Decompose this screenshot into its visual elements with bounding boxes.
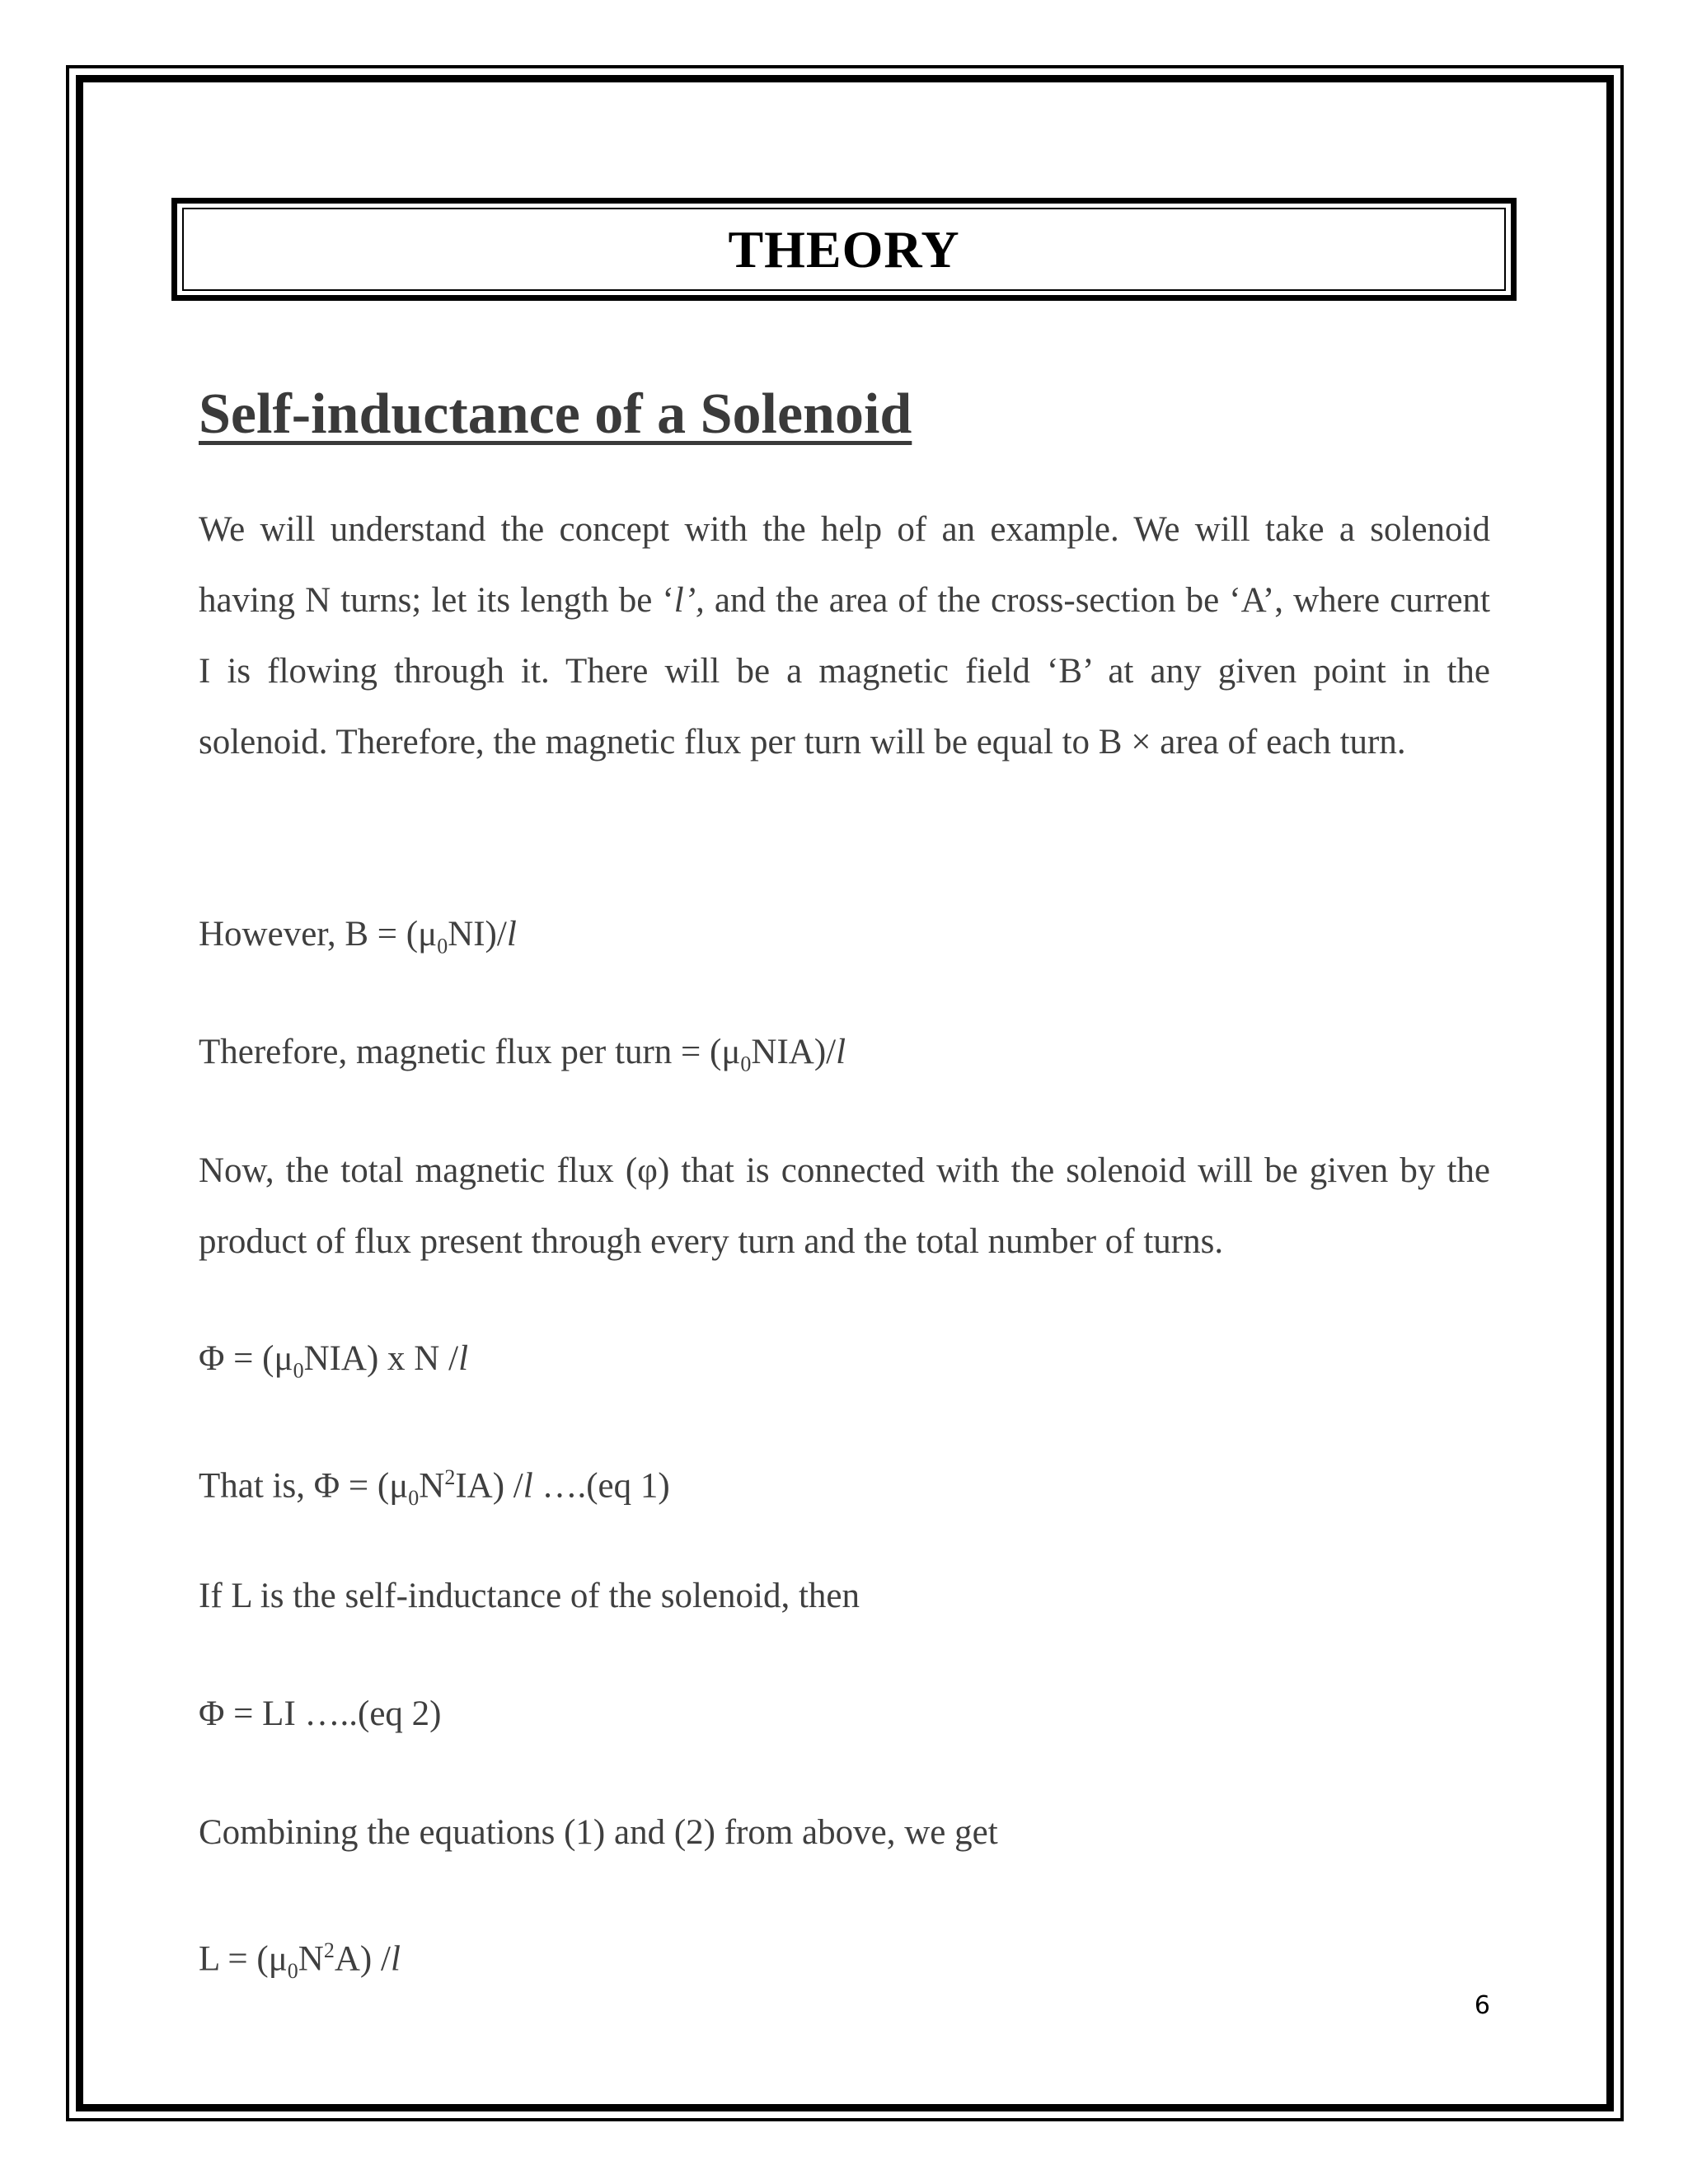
intro-text-1: We will understand the concept with the help of an example. We will take a solenoid having N turns; let its length be ‘: [199, 510, 1490, 620]
eq-l-suffix: A) /: [334, 1939, 391, 1979]
equation-phi: [199, 1337, 468, 1394]
eq-l-sub: 0: [287, 1958, 298, 1983]
eq-l-mid: N: [298, 1939, 324, 1979]
title-box: [182, 208, 1506, 291]
total-flux-paragraph: Now, the total magnetic flux (φ) that is connected with the solenoid will be given by the product of flux present through every turn and the total number of turns.: [199, 1151, 1490, 1261]
self-inductance-text: If L is the self-inductance of the solenoid, then: [199, 1577, 860, 1615]
combining-text: Combining the equations (1) and (2) from above, we get: [199, 1813, 998, 1852]
eq1-sub: 0: [408, 1485, 420, 1510]
eq1-mid: N: [419, 1466, 445, 1506]
eq1-prefix: That is, Φ = (μ: [199, 1466, 409, 1506]
equation-flux-per-turn: [199, 1030, 846, 1087]
eq-flux-turn-suffix: NIA)/: [751, 1033, 837, 1071]
intro-text-2: and the area of the cross-section be ‘A’, where current I is flowing through it. There will be a magnetic field ‘B’ at any given point in the solenoid. Therefore, the magnetic flux per turn will be equal to B × area of each turn.: [199, 581, 1490, 762]
eq-phi-suffix: NIA) x N /: [303, 1339, 459, 1378]
intro-paragraph: [199, 494, 1490, 778]
eq-b-suffix: NI)/: [448, 915, 507, 954]
eq-b-l: l: [506, 915, 517, 954]
eq-l-l: l: [390, 1939, 401, 1979]
eq-l-sup: 2: [323, 1938, 335, 1962]
page-title: THEORY: [728, 219, 960, 279]
page-number: 6: [1474, 1991, 1490, 2020]
equation-2: Φ = LI …..(eq 2): [199, 1694, 442, 1733]
equation-l: [199, 1929, 401, 1994]
equation-1: [199, 1455, 670, 1521]
eq-phi-l: l: [458, 1339, 469, 1378]
eq-b-sub: 0: [437, 934, 448, 958]
eq-flux-turn-l: l: [836, 1033, 846, 1071]
page-border-inner: [76, 75, 1614, 2111]
eq1-tail: ….(eq 1): [532, 1466, 670, 1506]
eq-b-prefix: However, B = (μ: [199, 915, 438, 954]
length-symbol: l’,: [673, 581, 705, 620]
eq1-l: l: [523, 1466, 533, 1506]
eq1-sup: 2: [444, 1465, 456, 1489]
section-heading: Self-inductance of a Solenoid: [199, 382, 912, 446]
eq-l-prefix: L = (μ: [199, 1939, 288, 1979]
eq1-suffix: IA) /: [455, 1466, 523, 1506]
eq-phi-sub: 0: [293, 1358, 304, 1383]
eq-phi-prefix: Φ = (μ: [199, 1339, 293, 1378]
eq-flux-turn-prefix: Therefore, magnetic flux per turn = (μ: [199, 1033, 741, 1071]
equation-b: [199, 912, 517, 969]
eq-flux-turn-sub: 0: [740, 1052, 752, 1076]
